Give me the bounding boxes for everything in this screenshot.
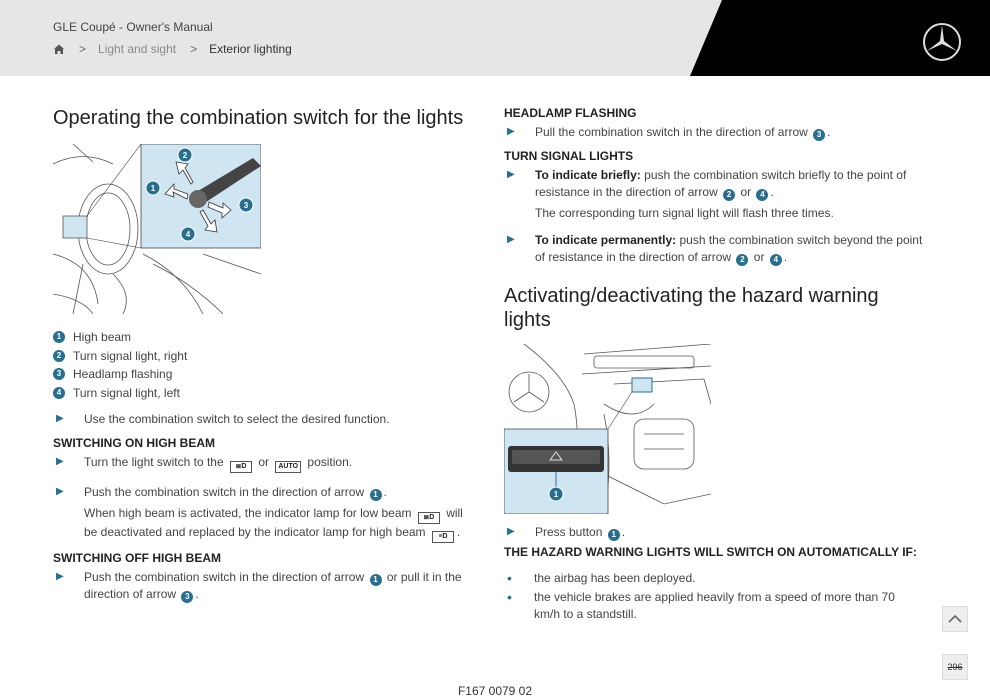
section-title-hazard: Activating/deactivating the hazard warning lights (504, 284, 879, 331)
scroll-to-top-button[interactable] (942, 606, 968, 632)
step-arrow-icon: ▶ (56, 413, 64, 424)
page-header (0, 0, 990, 76)
figure-label-2: 2 (182, 151, 188, 160)
instruction-step: ▶ To indicate briefly: push the combination switch briefly to the point of resistance in the direction of arrow 2 or 4 . The corresponding turn signal light will flash three times. (504, 167, 924, 221)
chevron-right-icon: > (79, 42, 87, 56)
figure-label-4: 4 (185, 230, 191, 239)
callout-number: 2 (723, 189, 735, 201)
callout-number: 4 (53, 387, 65, 399)
right-column (504, 106, 924, 622)
legend-item (53, 347, 473, 366)
callout-number: 4 (770, 254, 782, 266)
section-title-combination-switch: Operating the combination switch for the lights (53, 107, 464, 129)
auto-light-symbol-icon: AUTO (275, 461, 301, 473)
high-beam-symbol-icon: ≡D (432, 531, 454, 543)
legend-text: Headlamp flashing (73, 367, 173, 381)
instruction-step: ▶ Press button 1 . (504, 524, 924, 541)
subheading-high-beam-on: SWITCHING ON HIGH BEAM (53, 435, 215, 450)
low-beam-symbol-icon: ≣D (230, 461, 252, 473)
left-column (53, 106, 473, 603)
step-arrow-icon: ▶ (507, 234, 515, 245)
list-item: • the vehicle brakes are applied heavily from a speed of more than 70 km/h to a standstill. (504, 589, 924, 622)
callout-number: 1 (370, 574, 382, 586)
mercedes-star-logo[interactable] (922, 22, 962, 62)
callout-number: 1 (370, 489, 382, 501)
step-arrow-icon: ▶ (507, 126, 515, 137)
legend-item (53, 365, 473, 384)
instruction-step: ▶ Push the combination switch in the direction of arrow 1 or pull it in the direction of arrow 3 . (53, 569, 473, 603)
breadcrumb-link-light-and-sight[interactable]: Light and sight (98, 42, 177, 56)
breadcrumb-current: Exterior lighting (209, 42, 292, 56)
home-icon[interactable] (53, 43, 65, 55)
figure-legend (53, 328, 473, 402)
callout-number: 4 (756, 189, 768, 201)
subheading-turn-signal: TURN SIGNAL LIGHTS (504, 149, 634, 163)
instruction-step: ▶ Turn the light switch to the ≣D or AUTO position. (53, 454, 473, 473)
legend-text: Turn signal light, right (73, 348, 188, 363)
subheading-hazard-auto: THE HAZARD WARNING LIGHTS WILL SWITCH ON AUTOMATICALLY IF: (504, 544, 917, 559)
breadcrumb (53, 42, 292, 56)
manual-title: GLE Coupé - Owner's Manual (53, 20, 213, 34)
legend-text: Turn signal light, left (73, 385, 180, 400)
callout-number: 3 (813, 129, 825, 141)
legend-item (53, 328, 473, 347)
callout-number: 3 (181, 591, 193, 603)
legend-item (53, 384, 473, 403)
figure-label-3: 3 (243, 201, 249, 210)
subheading-high-beam-off: SWITCHING OFF HIGH BEAM (53, 550, 221, 565)
figure-label-1: 1 (150, 184, 156, 193)
page-number-button[interactable]: 296 (942, 654, 968, 680)
step-arrow-icon: ▶ (56, 455, 64, 467)
step-arrow-icon: ▶ (56, 570, 64, 582)
callout-number: 1 (608, 529, 620, 541)
instruction-step (53, 411, 473, 428)
callout-number: 3 (53, 368, 65, 380)
instruction-step: ▶ Push the combination switch in the direction of arrow 1 . When high beam is activated, the indicator lamp for low beam ≣D will be deactivated and replaced by the indicator lamp for high beam ≡D . (53, 484, 473, 543)
step-text: Use the combination switch to select the desired function. (84, 412, 390, 426)
legend-text: High beam (73, 330, 132, 344)
instruction-step: ▶ To indicate permanently: push the combination switch beyond the point of resistance in the direction of arrow 2 or 4 . (504, 232, 924, 266)
figure-code: F167 0079 02 (457, 684, 533, 698)
combination-switch-figure (53, 144, 261, 314)
list-item: • the airbag has been deployed. (504, 570, 924, 587)
chevron-up-icon (948, 614, 962, 624)
figure-label-1: 1 (553, 489, 559, 499)
step-arrow-icon: ▶ (507, 169, 515, 180)
step-arrow-icon: ▶ (507, 525, 515, 537)
bullet-icon: • (507, 589, 512, 605)
hazard-button-figure (504, 344, 711, 514)
callout-number: 2 (53, 350, 65, 362)
step-arrow-icon: ▶ (56, 485, 64, 497)
bullet-icon: • (507, 569, 512, 586)
subheading-headlamp-flashing: HEADLAMP FLASHING (504, 106, 637, 120)
low-beam-symbol-icon: ≣D (418, 512, 440, 524)
instruction-step: ▶ Pull the combination switch in the direction of arrow 3 . (504, 124, 924, 141)
callout-number: 2 (736, 254, 748, 266)
chevron-right-icon: > (190, 42, 198, 56)
callout-number: 1 (53, 331, 65, 343)
